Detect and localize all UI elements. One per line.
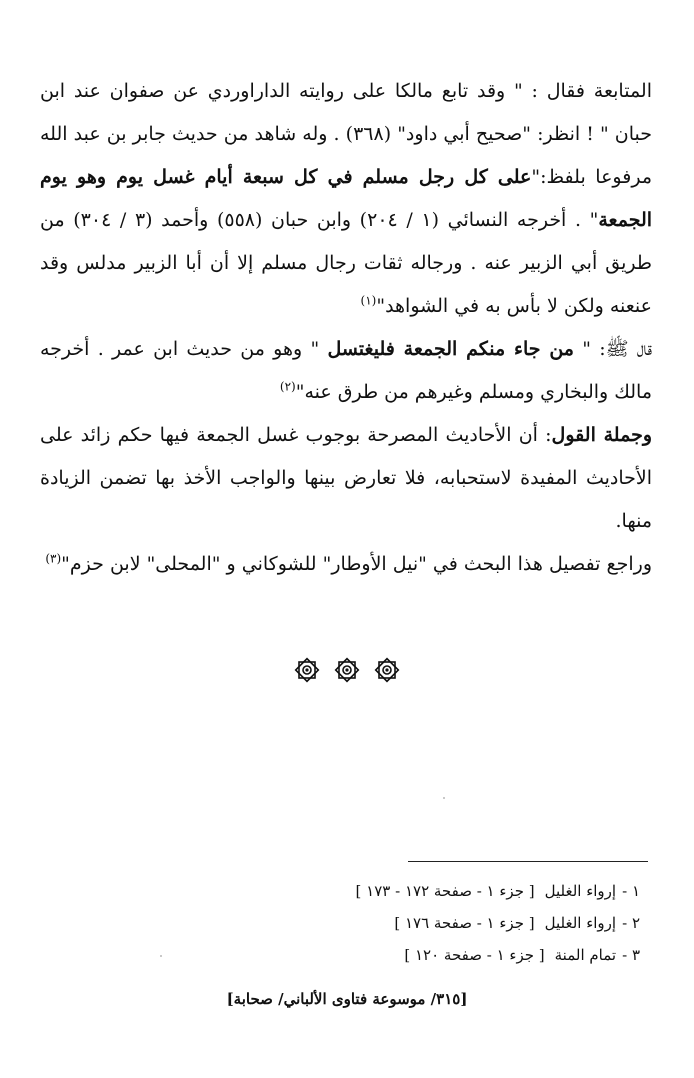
footnote-ref-3[interactable]: (٣) [45, 551, 62, 566]
paragraph-text: " . أخرجه النسائي (١ / ٢٠٤) وابن حبان (٥٥٨) وأحمد (٣ / ٣٠٤) من طريق أبي الزبير عنه . ورجاله ثقات رجال مسلم إلا أن أبا الزبير مدلس وقد عنعنه ولكن لا بأس به في الشواهد" [40, 209, 652, 317]
paragraph-text: " وهو من حديث ابن عمر . أخرجه مالك والبخاري ومسلم وغيرهم من طرق عنه" [40, 338, 652, 403]
paragraph-text: : أن الأحاديث المصرحة بوجوب غسل الجمعة فيها حكم زائد على الأحاديث المفيدة لاستحبابه، فلا تعارض بينها والواجب الأخذ بها تضمن الزيادة منها. [40, 424, 652, 532]
footnote-3 [240, 939, 640, 971]
footnote-ref-1[interactable]: (١) [360, 293, 377, 308]
paragraph-4 [40, 543, 652, 586]
footnote-2 [240, 907, 640, 939]
footnote-number: ٢ - [622, 914, 640, 932]
footnote-source: إرواء الغليل [544, 882, 617, 900]
body-text [40, 70, 652, 586]
footnote-detail: [ جزء ١ - صفحة ١٧٦ ] [394, 914, 535, 932]
section-divider-ornaments [0, 656, 694, 684]
footnote-source: تمام المنة [554, 946, 617, 964]
scan-speck [160, 955, 162, 957]
footnote-number: ٣ - [622, 946, 640, 964]
footnote-detail: [ جزء ١ - صفحة ١٧٢ - ١٧٣ ] [355, 882, 535, 900]
paragraph-text: قال ﷺ: " [574, 338, 653, 360]
paragraph-3 [40, 414, 652, 543]
footnote-1 [240, 875, 640, 907]
hadith-quote: على كل رجل مسلم في كل سبعة أيام غسل يوم وهو يوم الجمعة [40, 166, 653, 231]
scan-speck [443, 797, 445, 799]
footnote-source: إرواء الغليل [544, 914, 617, 932]
bold-heading: وجملة القول [551, 424, 653, 446]
eight-point-star-ornament-icon [293, 656, 321, 684]
footnote-ref-2[interactable]: (٢) [279, 379, 296, 394]
paragraph-text: وراجع تفصيل هذا البحث في "نيل الأوطار" للشوكاني و "المحلى" لابن حزم" [61, 553, 652, 575]
paragraph-text: المتابعة فقال : " وقد تابع مالكا على روايته الداراوردي عن صفوان عند ابن حبان " ! انظر: "صحيح أبي داود" (٣٦٨) . وله شاهد من حديث جابر بن عبد الله مرفوعا بلفظ:" [40, 80, 653, 188]
footnote-number: ١ - [622, 882, 640, 900]
hadith-quote: من جاء منكم الجمعة فليغتسل [327, 338, 574, 360]
paragraph-1 [40, 70, 652, 328]
eight-point-star-ornament-icon [333, 656, 361, 684]
footnote-separator [408, 861, 648, 862]
paragraph-2 [40, 328, 652, 414]
eight-point-star-ornament-icon [373, 656, 401, 684]
footnotes [240, 875, 640, 971]
footnote-detail: [ جزء ١ - صفحة ١٢٠ ] [404, 946, 545, 964]
page-footer: [٣١٥/ موسوعة فتاوى الألباني/ صحابة] [226, 990, 468, 1008]
